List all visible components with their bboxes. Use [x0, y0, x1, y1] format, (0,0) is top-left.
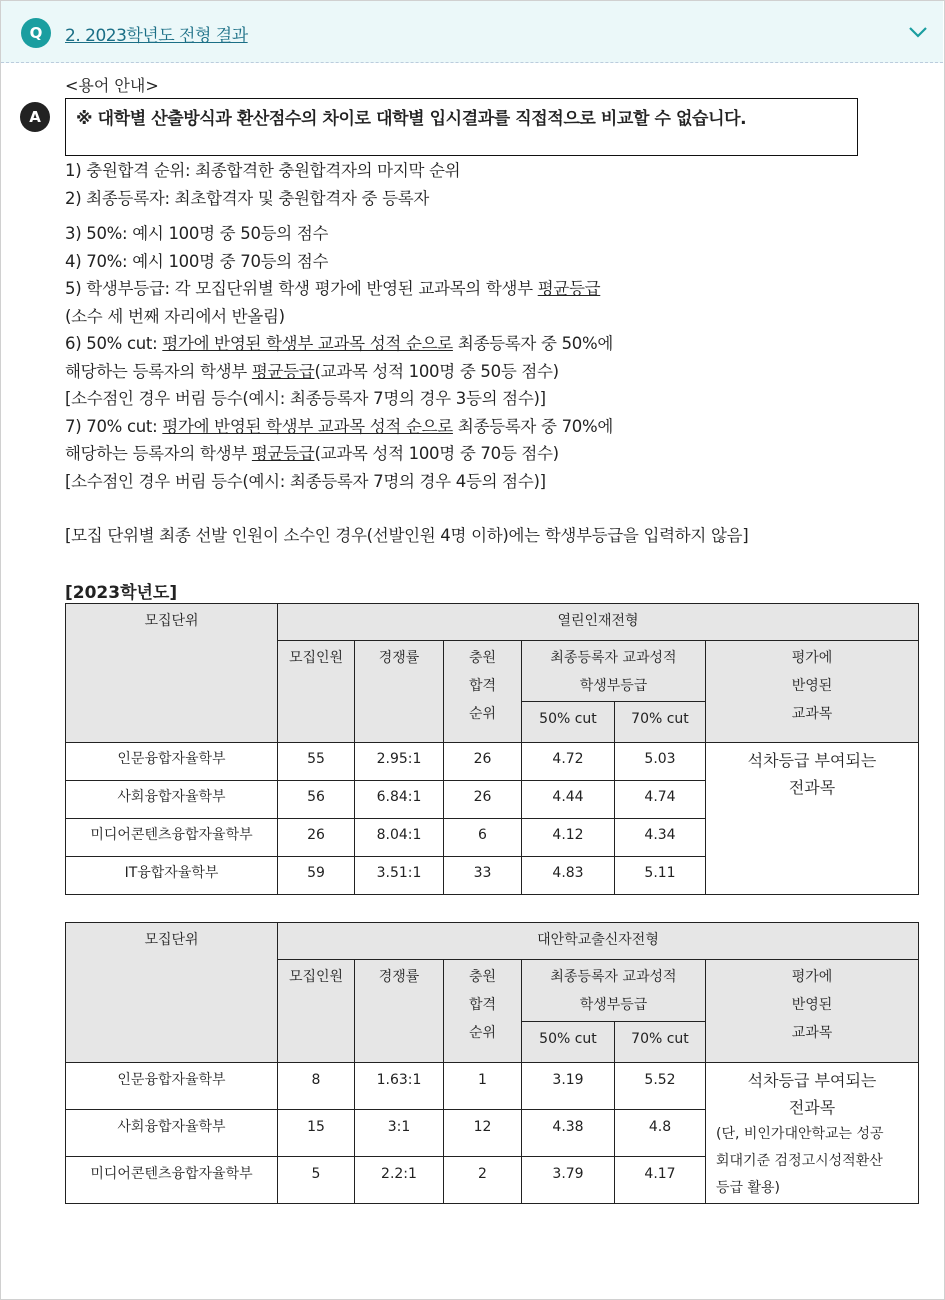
cell-c50: 3.19: [522, 1063, 615, 1110]
cell-quota: 55: [278, 743, 355, 781]
col-header-unit: 모집단위: [66, 604, 278, 743]
cell-rate: 8.04:1: [355, 819, 444, 857]
table-row: [66, 743, 919, 781]
cell-c70: 4.17: [615, 1157, 706, 1204]
term-text: 2) 최종등록자: 최초합격자 및 충원합격자 중 등록자: [65, 188, 430, 208]
term-text: 1) 충원합격 순위: 최종합격한 충원합격자의 마지막 순위: [65, 161, 461, 180]
cell-rate: 1.63:1: [355, 1063, 444, 1110]
col-header-subjects-line: 반영된: [791, 678, 833, 694]
term-text: 6) 50% cut:: [65, 334, 163, 353]
term-text: (교과목 성적 100명 중 50등 점수): [314, 361, 559, 381]
col-header-rank: [444, 960, 522, 1063]
col-header-subjects: [706, 641, 919, 743]
col-header-subjects-line: 반영된: [791, 997, 833, 1013]
underlined-text: 평균등급: [251, 444, 315, 463]
col-header-subjects-line: 교과목: [791, 1025, 833, 1041]
cell-c70: 5.52: [615, 1063, 706, 1110]
notice-box: ※ 대학별 산출방식과 환산점수의 차이로 대학별 입시결과를 직접적으로 비교할 수 없습니다.: [65, 98, 858, 156]
question-title-link[interactable]: 2. 2023학년도 전형 결과: [65, 26, 248, 46]
answer-badge: A: [20, 102, 50, 132]
col-header-subjects-line: 평가에: [791, 969, 833, 985]
col-header-unit: 모집단위: [66, 923, 278, 1063]
remark-cell: [706, 743, 919, 895]
remark-note-line: 등급 활용): [716, 1180, 781, 1196]
remark-note-line: 회대기준 검정고시성적환산: [716, 1153, 883, 1169]
cell-quota: 56: [278, 781, 355, 819]
col-header-70cut: 70% cut: [615, 1022, 706, 1063]
term-line: [65, 157, 765, 185]
term-line: [65, 185, 765, 213]
col-header-grade: [522, 641, 706, 702]
term-text: 최종등록자 중 70%에: [452, 416, 613, 436]
col-header-grade-line: 최종등록자 교과성적: [550, 969, 677, 985]
cell-c50: 4.44: [522, 781, 615, 819]
col-header-subjects-line: 교과목: [791, 706, 833, 722]
col-header-rank-line: 충원: [468, 650, 497, 666]
col-header-rank-line: 순위: [468, 706, 497, 722]
cell-c50: 4.12: [522, 819, 615, 857]
term-line: [65, 358, 765, 386]
term-text: 해당하는 등록자의 학생부: [65, 444, 252, 463]
col-header-grade-line: 학생부등급: [579, 678, 648, 694]
cell-rank: 12: [444, 1110, 522, 1157]
track-name: 대안학교출신자전형: [278, 923, 919, 960]
guide-title: <용어 안내>: [65, 76, 159, 95]
term-line: [65, 413, 765, 441]
track-name: 열린인재전형: [278, 604, 919, 641]
cell-unit: 미디어콘텐츠융합자율학부: [66, 819, 278, 857]
cell-c50: 4.72: [522, 743, 615, 781]
cell-c70: 4.74: [615, 781, 706, 819]
remark-line: 전과목: [788, 1098, 836, 1117]
remark-line: 석차등급 부여되는: [747, 751, 877, 770]
cell-rate: 2.95:1: [355, 743, 444, 781]
col-header-rank-line: 순위: [468, 1025, 497, 1041]
cell-quota: 15: [278, 1110, 355, 1157]
underlined-text: 평균등급: [251, 361, 315, 381]
cell-rank: 26: [444, 781, 522, 819]
cell-rate: 3.51:1: [355, 857, 444, 895]
col-header-rank-line: 합격: [468, 997, 497, 1013]
col-header-rate: 경쟁률: [355, 960, 444, 1063]
underlined-text: 평가에 반영된 학생부 교과목 성적 순으로: [162, 416, 453, 436]
col-header-grade: [522, 960, 706, 1022]
cell-unit: 사회융합자율학부: [66, 1110, 278, 1157]
term-line: [65, 522, 765, 550]
col-header-quota: 모집인원: [278, 960, 355, 1063]
cell-quota: 8: [278, 1063, 355, 1110]
table-row: [66, 1063, 919, 1110]
term-text: (교과목 성적 100명 중 70등 점수): [314, 444, 559, 463]
cell-c70: 5.03: [615, 743, 706, 781]
col-header-quota: 모집인원: [278, 641, 355, 743]
term-line: [65, 385, 765, 413]
remark-note-line: (단, 비인가대안학교는 성공: [716, 1126, 884, 1142]
term-line: [65, 303, 765, 331]
results-table-alternative-school: [65, 922, 919, 1204]
remark-line: 전과목: [788, 778, 836, 797]
col-header-grade-line: 최종등록자 교과성적: [550, 650, 677, 666]
term-text: 최종등록자 중 50%에: [452, 334, 613, 353]
cell-unit: 인문융합자율학부: [66, 1063, 278, 1110]
col-header-rate: 경쟁률: [355, 641, 444, 743]
cell-rate: 3:1: [355, 1110, 444, 1157]
term-line: [65, 440, 765, 468]
terms-list: [65, 157, 765, 550]
col-header-rank-line: 충원: [468, 969, 497, 985]
cell-unit: IT융합자율학부: [66, 857, 278, 895]
term-text: [모집 단위별 최종 선발 인원이 소수인 경우(선발인원 4명 이하)에는 학생부등급을 입력하지 않음]: [65, 526, 749, 545]
col-header-50cut: 50% cut: [522, 702, 615, 743]
cell-quota: 5: [278, 1157, 355, 1204]
term-line: [65, 275, 765, 303]
cell-quota: 26: [278, 819, 355, 857]
cell-rate: 6.84:1: [355, 781, 444, 819]
col-header-70cut: 70% cut: [615, 702, 706, 743]
year-title: [2023학년도]: [65, 583, 178, 603]
cell-c50: 4.83: [522, 857, 615, 895]
cell-c70: 4.8: [615, 1110, 706, 1157]
col-header-rank: [444, 641, 522, 743]
remark-cell: [706, 1063, 919, 1204]
cell-rate: 2.2:1: [355, 1157, 444, 1204]
cell-rank: 6: [444, 819, 522, 857]
term-line: [65, 248, 765, 276]
results-table-open-talent: [65, 603, 919, 895]
col-header-grade-line: 학생부등급: [579, 997, 648, 1013]
cell-unit: 사회융합자율학부: [66, 781, 278, 819]
term-line: [65, 330, 765, 358]
cell-unit: 미디어콘텐츠융합자율학부: [66, 1157, 278, 1204]
cell-rank: 2: [444, 1157, 522, 1204]
cell-rank: 26: [444, 743, 522, 781]
col-header-subjects: [706, 960, 919, 1063]
col-header-subjects-line: 평가에: [791, 650, 833, 666]
cell-c70: 4.34: [615, 819, 706, 857]
underlined-text: 평가에 반영된 학생부 교과목 성적 순으로: [162, 334, 453, 353]
question-header[interactable]: [1, 1, 943, 63]
term-text: 7) 70% cut:: [65, 416, 163, 436]
col-header-rank-line: 합격: [468, 678, 497, 694]
cell-c50: 4.38: [522, 1110, 615, 1157]
term-text: (소수 세 번째 자리에서 반올림): [65, 306, 285, 326]
term-text: 5) 학생부등급: 각 모집단위별 학생 평가에 반영된 교과목의 학생부: [65, 279, 538, 298]
term-text: [소수점인 경우 버림 등수(예시: 최종등록자 7명의 경우 4등의 점수)]: [65, 471, 546, 491]
cell-rank: 1: [444, 1063, 522, 1110]
remark-line: 석차등급 부여되는: [747, 1071, 877, 1090]
chevron-down-icon[interactable]: [907, 21, 929, 43]
cell-c50: 3.79: [522, 1157, 615, 1204]
term-text: [소수점인 경우 버림 등수(예시: 최종등록자 7명의 경우 3등의 점수)]: [65, 389, 546, 408]
term-line: [65, 220, 765, 248]
underlined-text: 평균등급: [537, 279, 601, 298]
term-text: 해당하는 등록자의 학생부: [65, 361, 252, 381]
col-header-50cut: 50% cut: [522, 1022, 615, 1063]
term-text: 4) 70%: 예시 100명 중 70등의 점수: [65, 251, 329, 271]
term-line: [65, 468, 765, 496]
term-text: 3) 50%: 예시 100명 중 50등의 점수: [65, 224, 329, 243]
cell-unit: 인문융합자율학부: [66, 743, 278, 781]
cell-quota: 59: [278, 857, 355, 895]
question-badge: Q: [21, 18, 51, 48]
cell-rank: 33: [444, 857, 522, 895]
cell-c70: 5.11: [615, 857, 706, 895]
